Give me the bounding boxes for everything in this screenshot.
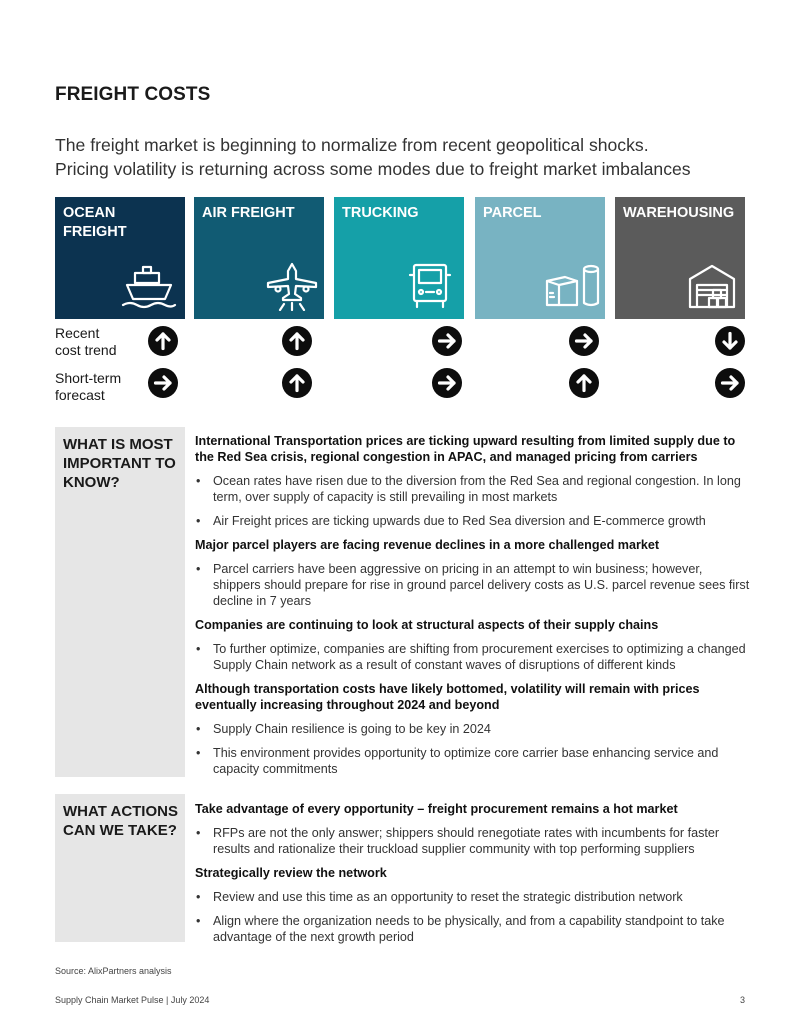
- subtitle-line: Pricing volatility is returning across some modes due to freight market imbalances: [55, 159, 691, 179]
- row-label-line: forecast: [55, 386, 105, 403]
- truck-icon: [408, 261, 452, 309]
- mode-label: PARCEL: [483, 205, 542, 221]
- airplane-icon: [264, 261, 320, 311]
- bullet-item: • Align where the organization needs to be physically, and from a capability standpoint to take advantage of the next growth period: [195, 913, 750, 945]
- arrow-up-icon: [282, 326, 312, 356]
- bullet-item: • RFPs are not the only answer; shippers should renegotiate rates with incumbents for faster results and rationalize their truckload supplier community with top performing suppliers: [195, 825, 750, 857]
- row-label-line: Short-term: [55, 370, 122, 386]
- mode-tile-ocean-freight: [55, 197, 185, 319]
- page-number: 3: [739, 995, 745, 1005]
- bullet-item: • Review and use this time as an opportunity to reset the strategic distribution network: [195, 889, 750, 905]
- footer-text: Supply Chain Market Pulse | July 2024: [55, 995, 210, 1005]
- arrow-down-icon: [715, 326, 745, 356]
- parcel-icon: [543, 263, 603, 311]
- page-title: FREIGHT COSTS: [55, 84, 211, 105]
- mode-label: TRUCKING: [342, 205, 419, 221]
- section-heading: Companies are continuing to look at structural aspects of their supply chains: [195, 618, 659, 632]
- section-heading: Major parcel players are facing revenue declines in a more challenged market: [195, 538, 660, 552]
- mode-tile-parcel: [475, 197, 605, 319]
- bullet-item: • Parcel carriers have been aggressive on pricing in an attempt to win business; however, shippers should prepare for rise in ground parcel delivery costs as U.S. parcel revenue sees first decline in 7 years: [195, 561, 750, 609]
- row-label-line: Recent: [55, 325, 100, 341]
- section-heading: International Transportation prices are ticking upward resulting from limited supply due to the Red Sea crisis, regional congestion in APAC, and managed pricing from carriers: [195, 434, 736, 464]
- mode-label: OCEAN FREIGHT: [63, 205, 127, 240]
- page-subtitle: [55, 133, 775, 181]
- arrow-up-icon: [148, 326, 178, 356]
- section-heading: Strategically review the network: [195, 866, 387, 880]
- source-note: Source: AlixPartners analysis: [55, 966, 172, 976]
- important-panel: [55, 427, 185, 777]
- important-heading: WHAT IS MOST IMPORTANT TO KNOW?: [63, 436, 176, 491]
- bullet-item: • This environment provides opportunity to optimize core carrier base enhancing service and capacity commitments: [195, 745, 750, 777]
- actions-heading: WHAT ACTIONS CAN WE TAKE?: [63, 803, 178, 839]
- bullet-item: • Ocean rates have risen due to the diversion from the Red Sea and regional congestion. In long term, over supply of capacity is still prevailing in most markets: [195, 473, 750, 505]
- mode-label: WAREHOUSING: [623, 205, 735, 221]
- actions-panel: [55, 794, 185, 942]
- bullet-item: • To further optimize, companies are shifting from procurement exercises to optimizing a changed Supply Chain network as a result of constant waves of disruptions of different kinds: [195, 641, 750, 673]
- mode-tile-trucking: [334, 197, 464, 319]
- arrow-up-icon: [282, 368, 312, 398]
- section-heading: Take advantage of every opportunity – freight procurement remains a hot market: [195, 802, 678, 816]
- important-content: [195, 433, 750, 785]
- actions-content: [195, 801, 750, 953]
- warehouse-icon: [687, 263, 737, 309]
- subtitle-line: The freight market is beginning to normalize from recent geopolitical shocks.: [55, 135, 649, 155]
- row-label-short-term-forecast: [55, 370, 121, 403]
- mode-label: AIR FREIGHT: [202, 205, 295, 221]
- ship-icon: [121, 263, 177, 311]
- arrow-right-icon: [432, 326, 462, 356]
- arrow-right-icon: [432, 368, 462, 398]
- bullet-item: • Supply Chain resilience is going to be key in 2024: [195, 721, 750, 737]
- bullet-item: • Air Freight prices are ticking upwards due to Red Sea diversion and E-commerce growth: [195, 513, 750, 529]
- row-label-line: cost trend: [55, 341, 117, 358]
- mode-tile-air-freight: [194, 197, 324, 319]
- arrow-right-icon: [569, 326, 599, 356]
- arrow-right-icon: [715, 368, 745, 398]
- mode-tile-warehousing: [615, 197, 745, 319]
- row-label-recent-cost-trend: [55, 325, 116, 358]
- section-heading: Although transportation costs have likely bottomed, volatility will remain with prices eventually increasing throughout 2024 and beyond: [195, 682, 700, 712]
- arrow-up-icon: [569, 368, 599, 398]
- arrow-right-icon: [148, 368, 178, 398]
